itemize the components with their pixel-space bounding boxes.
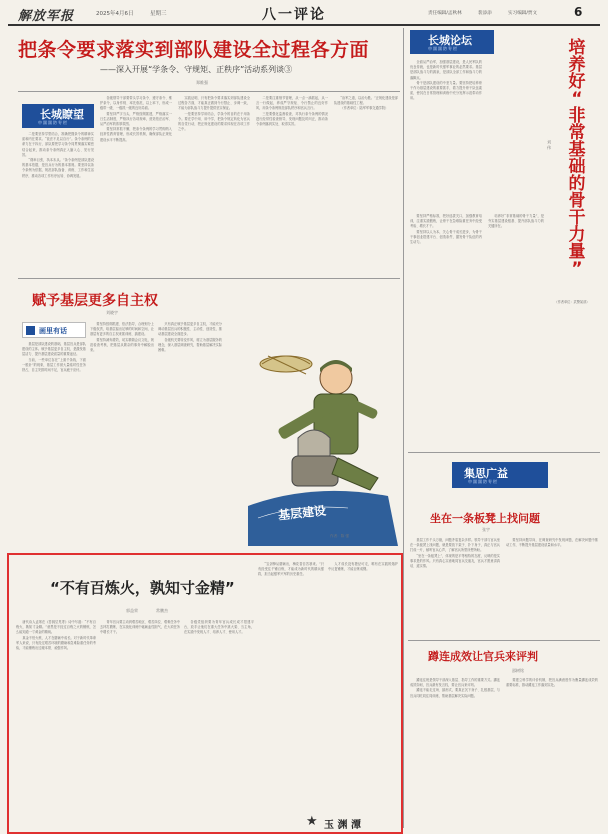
column-tag-luntan-label: 长城论坛 <box>428 34 472 47</box>
jisi-col-2: 要坚持问题导向，在调查研究中发现问题，在解决问题中推动工作，不断提升基层建设质量和水平。 <box>506 538 598 548</box>
column-tag-jisi-sub: 中国国防专栏 <box>468 479 498 484</box>
cartoon-credit: 作者：陈 强 <box>330 534 350 538</box>
editor-credit-2: 裴添添 <box>478 11 492 16</box>
lead-rule <box>18 91 400 92</box>
feature-col-4: “宝剑锋从磨砺出，梅花香自苦寒来。”只有经受住千锤百炼，才能成为新时代的精兵强将，担当起强军兴军的历史重任。 <box>258 562 324 577</box>
star-icon: ★ <box>306 814 318 829</box>
lead-col-3: 实践证明，只有把条令要求落实到部队建设全过程各方面，才能真正做到令行禁止、步调一致，才能为部队战斗力提升提供坚实保证。 一是要坚持学用结合，学条令的目的在于用条令。要在学中用、用中学，把条令规定转化为官兵的自觉行动，把正规化建设的要求体现在各项工作之中。 <box>178 96 250 132</box>
feature-author-badge <box>302 814 398 830</box>
column-tag-sub: 中国国防专栏 <box>38 120 68 125</box>
masthead-rule <box>8 24 600 26</box>
picture-talk-icon <box>26 326 35 335</box>
issue-date: 2025年4月6日 <box>96 11 134 17</box>
right-divider <box>403 28 404 828</box>
jisi-mid-rule <box>408 640 600 641</box>
middle-col-1: 基层是部队建设的基础，基层官兵是部队建设的主体。赋予基层更多自主权，是激发基层活力、提升基层建设质量的重要途径。 当前，一些单位存在“上面千条线，下面一根针”的现象，基层工作被大量临时性任务挤占，自主安排时间不足，官兵疲于应付。 <box>22 342 86 373</box>
feature-title: “不有百炼火，孰知寸金精” <box>50 579 235 597</box>
column-tag-changcheng <box>22 104 94 128</box>
jisi-col-1: 基层工作千头万绪，问题矛盾复杂多样。领导干部与官兵坐在一条板凳上找问题，就是要放下架子、扑下身子，真正与官兵打成一片，倾听官兵心声，了解官兵所思所想所盼。 “坐在一条板凳上”，体现的是平等相待的态度，反映的是实事求是的作风。只有真心实意地同官兵交朋友，官兵才愿意讲真话、道实情。 <box>410 538 500 569</box>
jisi-title-1: 坐在一条板凳上找问题 <box>430 512 540 525</box>
right-col-4: （作者单位：武警某部） <box>554 300 590 304</box>
right-col-3: 培养好“非常基础的骨干力量”，是夯实基层建设根基、提升部队战斗力的关键所在。 <box>488 214 544 229</box>
right-mid-rule <box>408 452 600 453</box>
lead-col-5: “治军之道，以治为胜。”正规化建设是部队建设的基础性工程。 （作者单位：陆军军事交通学院） <box>334 96 398 111</box>
lead-subtitle: ——深入开展“学条令、守规矩、正秩序”活动系列谈③ <box>100 65 293 74</box>
paper-name-logo: 解放军报 <box>18 9 75 24</box>
vertical-headline: 培 养 好 “ 非 常 基 础 的 骨 干 力 量 ” <box>568 38 586 279</box>
feature-col-1: 唐代诗人孟郊在《答姚怤见寄》诗中写道：“不有百炼火，孰知寸金精。”意思是不经过百炼之火的锤炼，怎么能知道一寸黄金的精纯。 真金不怕火炼，人才在磨砺中成长。对于新时代革命军人来说，只有经过艰苦环境的磨砺和急难险重任务的考验，才能锤炼出过硬本领、顽强作风。 <box>16 620 96 651</box>
feature-byline-2: 常鹏杰 <box>156 608 168 613</box>
middle-col-3: 只有真正赋予基层更多自主权，才能充分调动基层官兵的积极性、主动性、创造性，推动基层建设全面进步。 各级机关要转变作风，树立为基层服务的理念，深入基层调查研究，帮助基层解决实际困难。 <box>158 322 222 353</box>
middle-col-2: 要坚持按纲抓建、依法指导，合理划分上下级权责，给基层留出足够的时间和空间，让基层有更多的自主权来抓训练、搞建设。 要坚持减负增效，切实精简会议文电，规范检查考核，把基层从繁杂的事务中解脱出来。 <box>90 322 154 353</box>
right-col-2: 要坚持严格标准，把好选拔关口，加强教育培训，注重实践锻炼，让骨干在急难险重任务中经受考验、增长才干。 要坚持以人为本，关心骨干成长进步，为骨干干事创业搭建平台、创造条件，激发骨干队伍的内生动力。 <box>410 214 482 245</box>
jisi-byline-2: 邵树铭 <box>512 668 524 673</box>
jisi-col-3: 蹲连住班是领导干部深入基层、指导工作的重要方式。蹲连成效如何，官兵最有发言权，要让官兵来评判。 蹲连不能走过场、搞形式，要真正沉下身子、扎根基层，与官兵同吃同住同训练，帮助基层解决实际问题。 <box>410 678 500 698</box>
cartoon-illustration <box>228 318 398 546</box>
middle-byline: 刘晓宇 <box>106 310 118 315</box>
issue-weekday: 星期三 <box>150 11 167 17</box>
feature-col-3: 各级党组织要为青年官兵成长成才搭建平台，放手让他们在重大任务中挑大梁、当主角，在实践中发现人才、培养人才、使用人才。 <box>184 620 254 635</box>
right-col-1: 全面从严治军，加强基层建设，是人民军队的优良传统，也是新时代强军事业的必然要求。基层是部队战斗力的源泉，是部队全部工作和战斗力的落脚点。 骨干是部队建设的中坚力量。要坚持把培养骨干作为基层建设的重要抓手，着力提升骨干队伍素质，使其在日常管理和训练中充分发挥示范带动作用。 <box>410 60 482 101</box>
lead-col-2: 各级领导干部要带头学习条令、遵守条令、维护条令，以身作则、率先垂范，以上率下，形成一级带一级、一级抓一级的良好局面。 要坚持严字当头，严格按纲抓建，严格落实一日生活制度，严格执行各项规章，营造依法治军、从严治军的浓厚氛围。 要坚持常抓不懈，把条令条例的学习贯彻纳入经常性教育管理，形成长效机制，确保部队正规化建设水平不断提高。 <box>100 96 172 142</box>
jisi-title-2: 蹲连成效让官兵来评判 <box>428 650 538 663</box>
page-number: 6 <box>574 5 583 19</box>
lead-title: 把条令要求落实到部队建设全过程各方面 <box>18 39 370 61</box>
section-title: 八一评论 <box>262 7 326 23</box>
feature-byline: 郭益荣 <box>126 608 138 613</box>
editor-credit-3: 实习编辑/贾文 <box>508 11 538 16</box>
lead-col-1: 二是要坚持学思结合，准确把握条令的精神实质和内在要求。“徒法不足以自行”。条令条例的生命力在于执行，部队要把学习条令同贯彻落实紧密结合起来，推动条令条例真正入脑入心、见行见效。 “纲举目张，执本末从。”条令条例是部队建设的基本依据，是官兵行为的基本准则。要坚持以条令条例为依据，规范部队战备、训练、工作和生活秩序，推动各项工作有序运转、协调发展。 <box>22 132 94 178</box>
jisi-col-4: 要建立科学的评价机制，把官兵满意度作为衡量蹲连成效的重要标准，推动蹲连工作落到实处。 <box>506 678 598 688</box>
picture-talk-label: 画里有话 <box>39 327 67 335</box>
feature-col-2: 青年官兵要主动到艰苦地区、艰苦岗位、艰难任务中去摔打磨炼，在实战化训练中砥砺血性胆气，在大项任务中增长才干。 <box>100 620 180 635</box>
lead-byline: 郑维强 <box>196 80 208 85</box>
lead-col-4: 二是要注重细节管理，从一点一滴抓起，从一言一行做起，养成严守规矩、令行禁止的良好作风，用条令条例规范部队秩序和官兵言行。 三是要强化监督检查，对执行条令条例的情况进行经常性检查督导，发现问题及时纠正，推动条令条例落到实处、取得实效。 <box>256 96 328 127</box>
column-tag-jisi <box>452 462 548 488</box>
feature-col-5: 人才成长没有捷径可走，唯有在实践的熔炉中反复锤炼，才能百炼成钢。 <box>328 562 398 572</box>
column-tag-luntan-sub: 中国国防专栏 <box>428 46 458 51</box>
feature-author: 玉 渊 潭 <box>324 820 361 831</box>
middle-title: 赋予基层更多自主权 <box>32 293 158 309</box>
picture-talk-tag <box>22 322 86 338</box>
jisi-byline-1: 张宇 <box>482 527 490 532</box>
editor-credit: 责任编辑/孟秋林 <box>428 11 462 16</box>
lead-bottom-rule <box>18 278 400 279</box>
column-tag-label: 长城瞭望 <box>40 108 84 121</box>
masthead <box>0 0 608 24</box>
column-tag-jisi-label: 集思广益 <box>464 467 508 480</box>
column-tag-luntan <box>410 30 494 54</box>
cartoon-banner-label: 基层建设 <box>277 503 327 523</box>
right-byline: 刘 伟 <box>547 140 552 150</box>
